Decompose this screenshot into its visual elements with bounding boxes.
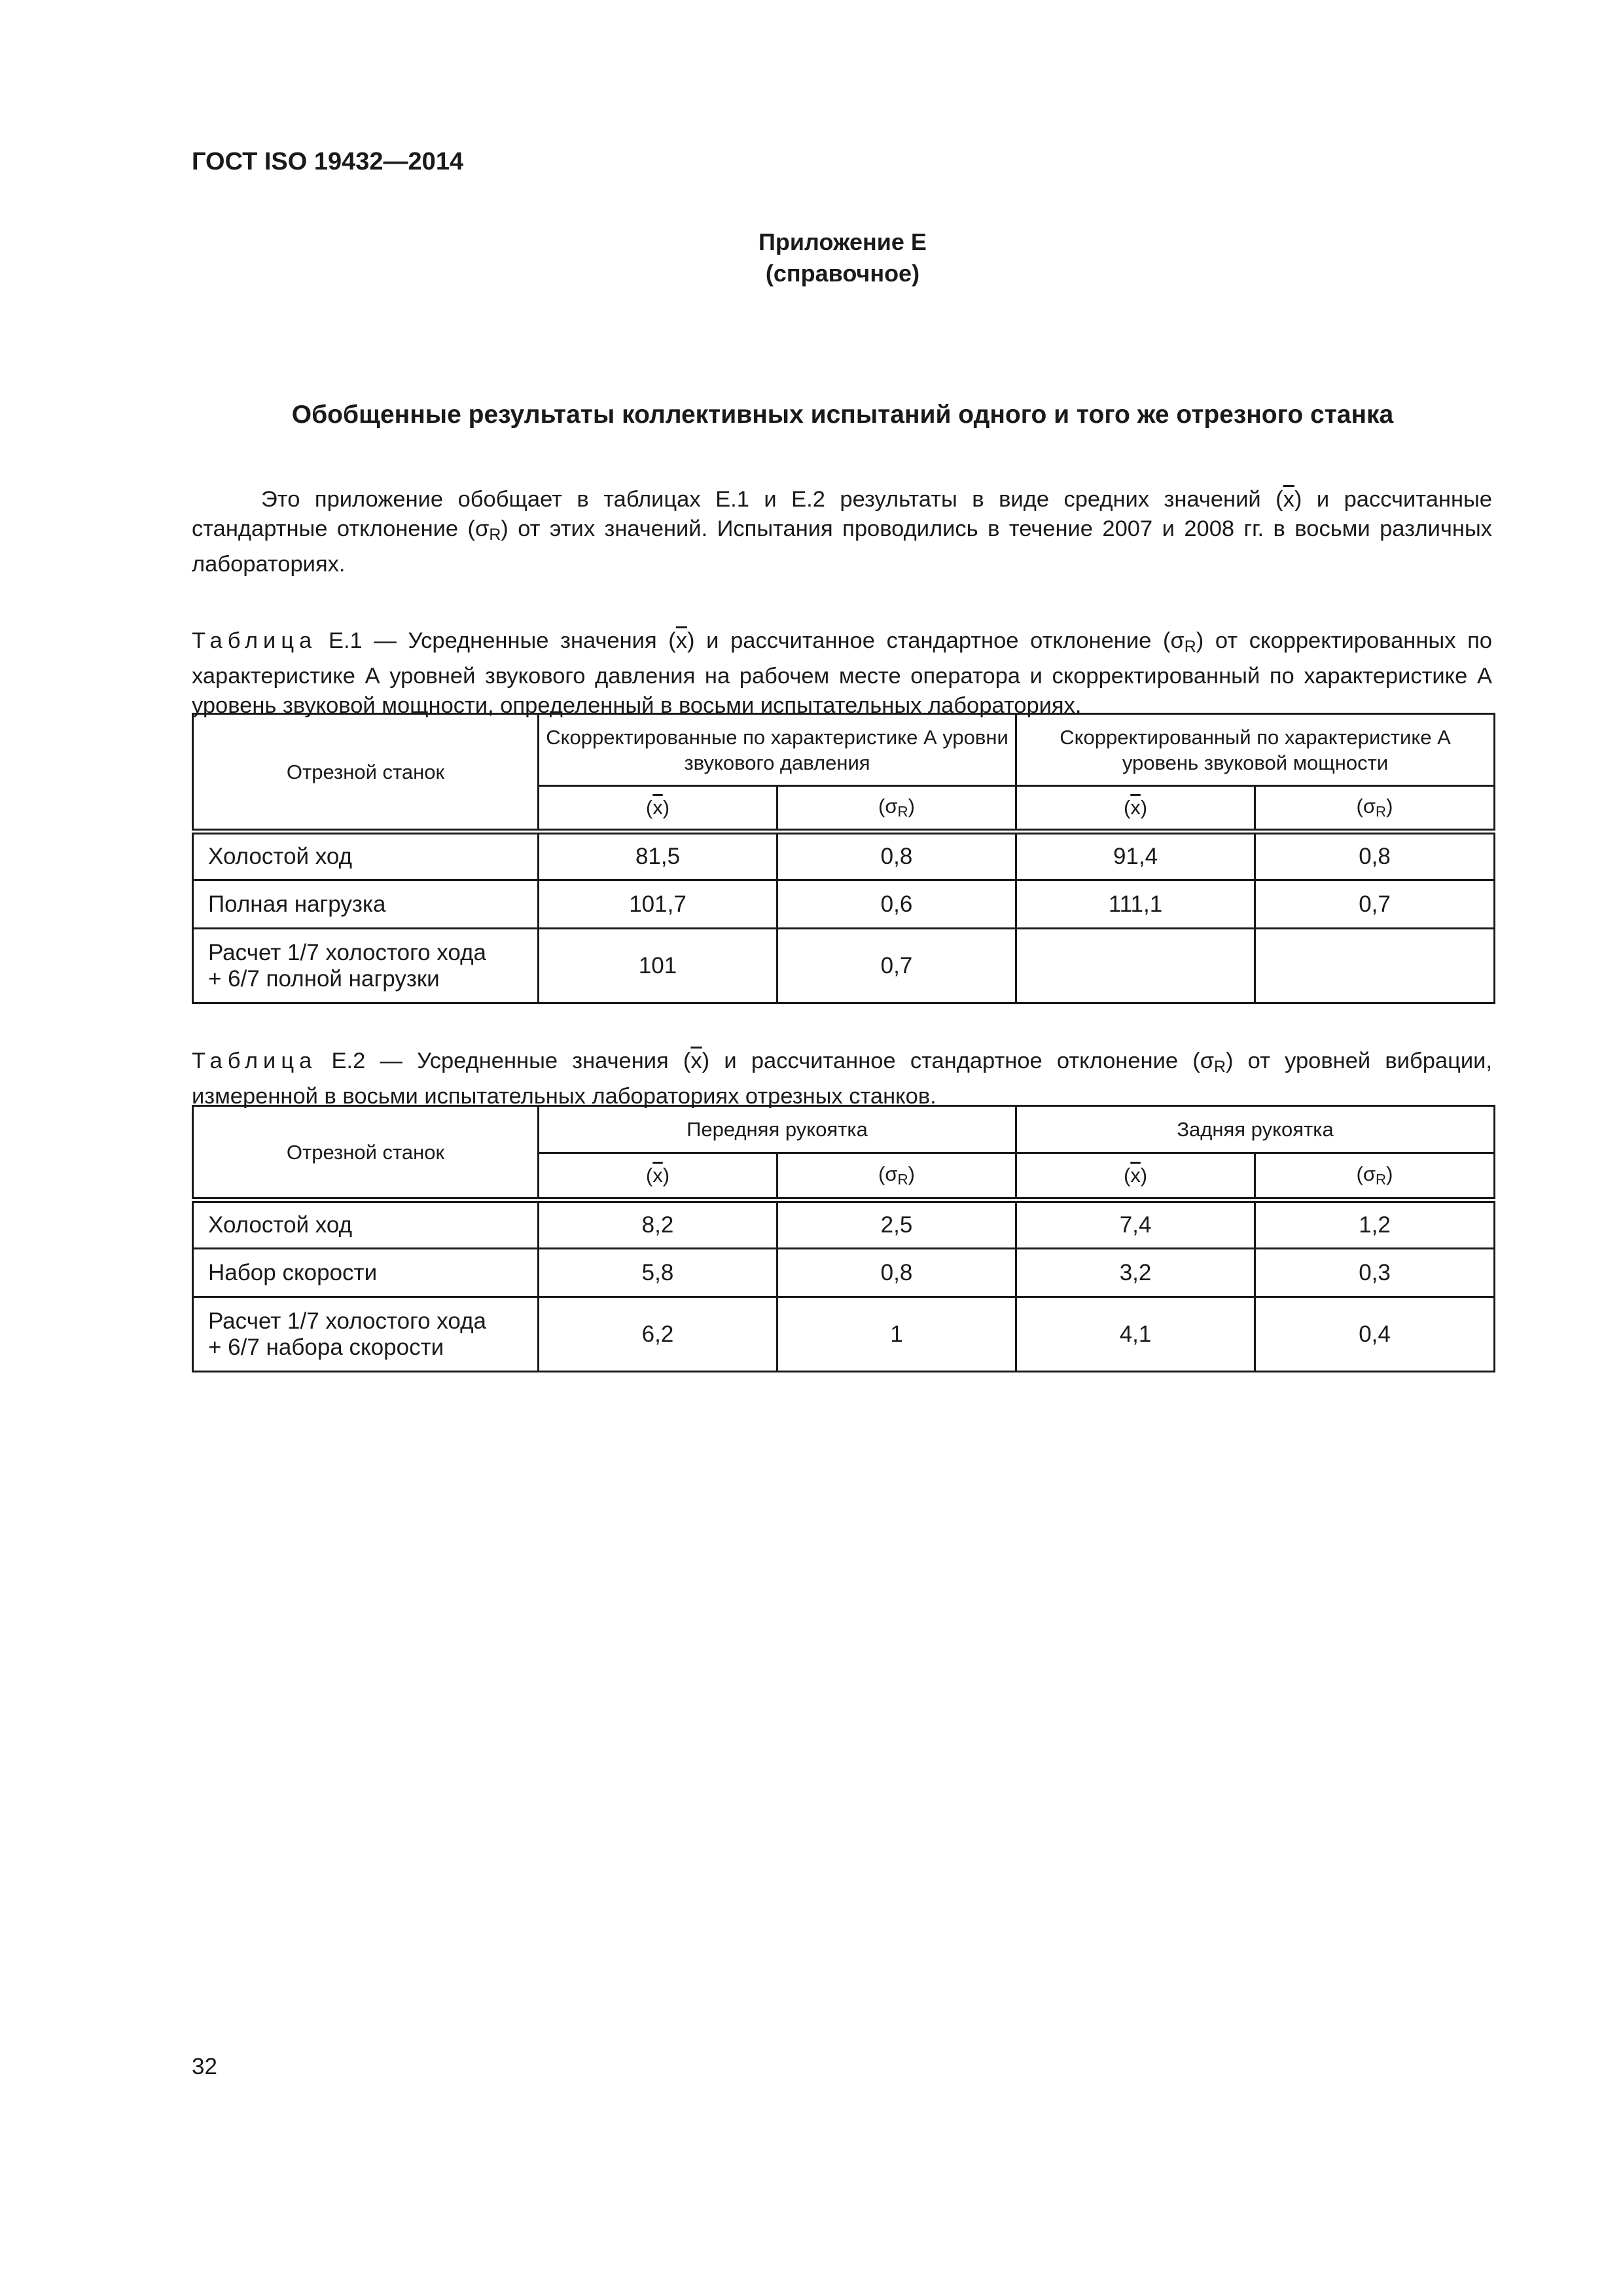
row-label: Полная нагрузка — [193, 880, 539, 929]
header-sigma: $(\sigma_R)$ — [777, 786, 1016, 832]
annex-title: Обобщенные результаты коллективных испытаний одного и того же отрезного станка — [291, 401, 1394, 429]
header-sound-power: Скорректированный по характеристике А уровень звуковой мощности — [1016, 714, 1495, 786]
table-row — [193, 1200, 1495, 1249]
table-cell: 0,3 — [1255, 1249, 1495, 1297]
mean-symbol: $\overline{x}$ — [1283, 487, 1294, 512]
table-row — [193, 1297, 1495, 1372]
table-row — [193, 832, 1495, 880]
header-machine: Отрезной станок — [193, 1106, 539, 1200]
table-cell: 6,2 — [539, 1297, 777, 1372]
header-mean: $(\overline{x})$ — [539, 1153, 777, 1200]
row-label: Расчет 1/7 холостого хода + 6/7 полной нагрузки — [193, 929, 539, 1003]
intro-paragraph: Это приложение обобщает в таблицах Е.1 и Е.2 результаты в виде средних значений $(\overline{x})$ и рассчитанные стандартные отклонение $(\sigma_R)$ от этих значений. Испытания проводились в течение 2007 и 2008 гг. в восьми различных лабораториях. — [192, 487, 1492, 577]
header-front-handle: Передняя рукоятка — [539, 1106, 1016, 1153]
table-cell — [1255, 929, 1495, 1003]
header-sound-pressure: Скорректированные по характеристике А уровни звукового давления — [539, 714, 1016, 786]
table-cell: 0,4 — [1255, 1297, 1495, 1372]
table-cell: 8,2 — [539, 1200, 777, 1249]
table-e1 — [192, 713, 1495, 1004]
table-cell: 0,6 — [777, 880, 1016, 929]
header-sigma: $(\sigma_R)$ — [1255, 1153, 1495, 1200]
table-e2 — [192, 1105, 1495, 1372]
annex-status: (справочное) — [765, 260, 920, 287]
table-cell: 81,5 — [539, 832, 777, 880]
row-label: Расчет 1/7 холостого хода + 6/7 набора скорости — [193, 1297, 539, 1372]
table-row — [193, 929, 1495, 1003]
table-cell: 7,4 — [1016, 1200, 1255, 1249]
header-rear-handle: Задняя рукоятка — [1016, 1106, 1495, 1153]
header-machine: Отрезной станок — [193, 714, 539, 832]
table-cell: 111,1 — [1016, 880, 1255, 929]
row-label: Холостой ход — [193, 1200, 539, 1249]
table-cell: 101 — [539, 929, 777, 1003]
header-mean: $(\overline{x})$ — [539, 786, 777, 832]
table-cell: 2,5 — [777, 1200, 1016, 1249]
table-caption-e1: Таблица Е.1 — Усредненные значения $(\overline{x})$ и рассчитанное стандартное отклонение $(\sigma_R)$ от скорректированных по характеристике А уровней звукового давления на рабочем месте оператора и скорректированный по характеристике А уровень звуковой мощности, определенный в восьми испытательных лабораториях. — [192, 628, 1492, 718]
annex-heading — [0, 226, 1623, 289]
table-cell: 0,7 — [1255, 880, 1495, 929]
table-cell: 0,8 — [1255, 832, 1495, 880]
table-cell: 3,2 — [1016, 1249, 1255, 1297]
header-mean: $(\overline{x})$ — [1016, 786, 1255, 832]
page-number: 32 — [192, 2054, 217, 2079]
header-sigma: $(\sigma_R)$ — [777, 1153, 1016, 1200]
annex-label: Приложение Е — [758, 228, 927, 255]
standard-code: ГОСТ ISO 19432—2014 — [192, 148, 464, 175]
table-cell: 0,7 — [777, 929, 1016, 1003]
header-mean: $(\overline{x})$ — [1016, 1153, 1255, 1200]
table-cell: 101,7 — [539, 880, 777, 929]
table-row — [193, 1249, 1495, 1297]
table-cell: 0,8 — [777, 1249, 1016, 1297]
table-cell — [1016, 929, 1255, 1003]
table-cell: 4,1 — [1016, 1297, 1255, 1372]
table-cell: 5,8 — [539, 1249, 777, 1297]
header-sigma: $(\sigma_R)$ — [1255, 786, 1495, 832]
table-cell: 1 — [777, 1297, 1016, 1372]
row-label: Холостой ход — [193, 832, 539, 880]
table-caption-e2: Таблица Е.2 — Усредненные значения $(\overline{x})$ и рассчитанное стандартное отклонение $(\sigma_R)$ от уровней вибрации, измеренной в восьми испытательных лабораториях отрезных станков. — [192, 1048, 1492, 1109]
row-label: Набор скорости — [193, 1249, 539, 1297]
table-cell: 1,2 — [1255, 1200, 1495, 1249]
table-cell: 91,4 — [1016, 832, 1255, 880]
table-row — [193, 880, 1495, 929]
table-cell: 0,8 — [777, 832, 1016, 880]
